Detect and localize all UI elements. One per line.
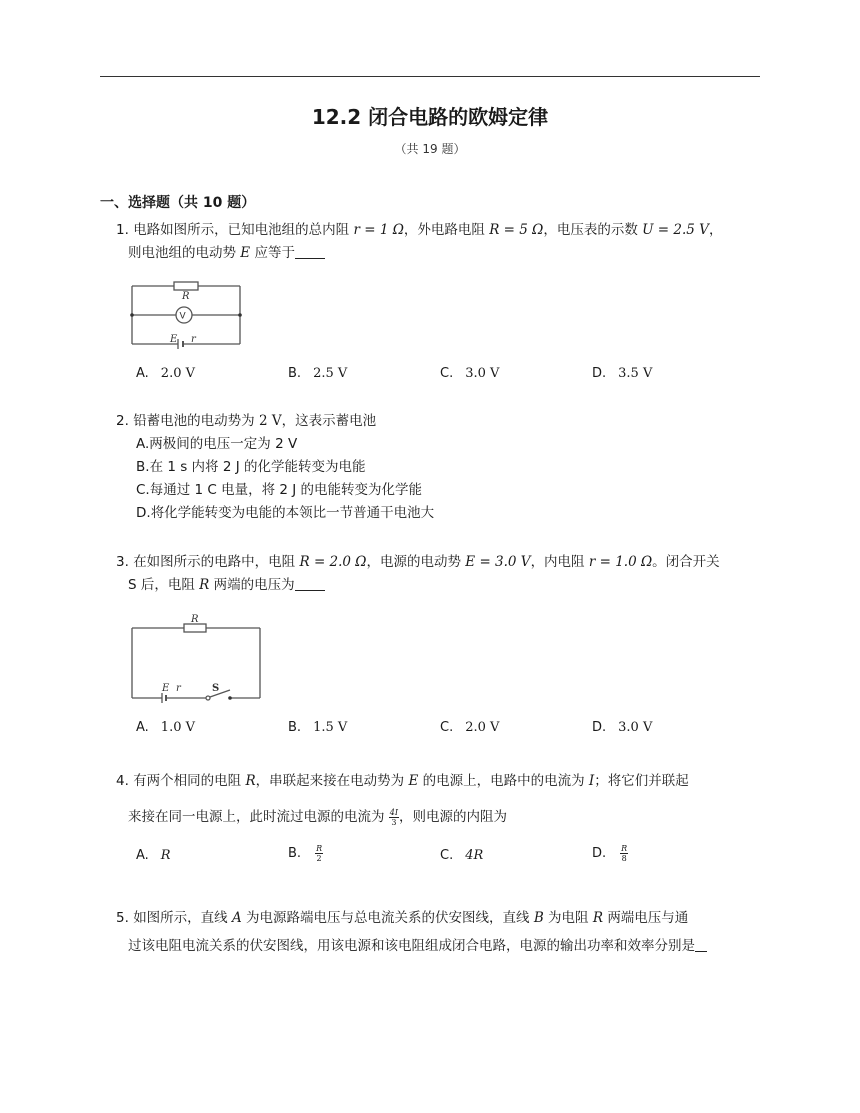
option-label: B. bbox=[288, 720, 302, 735]
text: 。闭合开关 bbox=[652, 554, 720, 570]
option-a[interactable] bbox=[136, 433, 434, 456]
option-label: B. bbox=[136, 459, 150, 475]
option-value: 2.5 V bbox=[313, 366, 348, 381]
math: r = 1.0 Ω bbox=[588, 554, 653, 570]
option-text: 每通过 1 C 电量，将 2 J 的电能转变为化学能 bbox=[149, 482, 423, 498]
option-value: 3.0 V bbox=[618, 720, 653, 735]
option-text: 在 1 s 内将 2 J 的化学能转变为电能 bbox=[149, 459, 366, 475]
question-number: 3. bbox=[116, 554, 129, 570]
option-label: A. bbox=[136, 720, 149, 735]
fraction-numerator: 4I bbox=[389, 807, 399, 817]
math: A bbox=[231, 910, 242, 926]
option-label: D. bbox=[592, 720, 607, 735]
label-S: S bbox=[212, 683, 220, 694]
option-label: C. bbox=[440, 366, 454, 381]
option-value: 2.0 V bbox=[160, 366, 195, 381]
option-a[interactable] bbox=[136, 720, 195, 735]
section-heading: 一、选择题（共 10 题） bbox=[100, 195, 256, 211]
question-number: 5. bbox=[116, 910, 129, 926]
text: 应等于 bbox=[254, 245, 295, 261]
text: ，串联起来接在电动势为 bbox=[255, 773, 405, 789]
label-r: r bbox=[176, 683, 181, 694]
math: 2 V bbox=[258, 413, 282, 429]
option-d[interactable] bbox=[592, 720, 652, 735]
option-label: A. bbox=[136, 366, 149, 381]
option-b[interactable] bbox=[288, 720, 347, 735]
text: 铅蓄电池的电动势为 bbox=[133, 413, 255, 429]
label-R: R bbox=[182, 291, 190, 302]
option-c[interactable] bbox=[440, 366, 499, 381]
option-label: D. bbox=[136, 505, 151, 521]
text: ，电压表的示数 bbox=[543, 222, 638, 238]
option-value: 3.5 V bbox=[618, 366, 653, 381]
page-title: 12.2 闭合电路的欧姆定律 bbox=[311, 105, 549, 129]
text: ，外电路电阻 bbox=[403, 222, 485, 238]
text: ；将它们并联起 bbox=[594, 773, 689, 789]
fraction-denominator: 2 bbox=[316, 854, 322, 863]
circuit-diagram-3 bbox=[126, 612, 266, 704]
text: 则电池组的电动势 bbox=[128, 245, 236, 261]
text: ， bbox=[708, 222, 723, 238]
options-q2 bbox=[136, 433, 434, 525]
text: ，则电源的内阻为 bbox=[399, 809, 508, 825]
option-a[interactable] bbox=[136, 848, 171, 863]
answer-blank bbox=[295, 576, 325, 591]
option-a[interactable] bbox=[136, 366, 195, 381]
option-label: C. bbox=[440, 848, 454, 863]
option-label: C. bbox=[136, 482, 150, 498]
question-number: 2. bbox=[116, 413, 129, 429]
option-d[interactable] bbox=[592, 844, 628, 863]
options-q3 bbox=[136, 720, 756, 740]
text: 后，电阻 bbox=[140, 577, 195, 593]
fraction-numerator: R bbox=[621, 844, 628, 853]
text: ，电源的电动势 bbox=[366, 554, 461, 570]
math: R bbox=[245, 773, 256, 789]
label-E: E bbox=[162, 683, 170, 694]
text: 为电阻 bbox=[548, 910, 589, 926]
circuit-diagram-1 bbox=[126, 280, 246, 350]
text: 电路如图所示，已知电池组的总内阻 bbox=[133, 222, 350, 238]
option-value: 2.0 V bbox=[465, 720, 500, 735]
option-value: 3.0 V bbox=[465, 366, 500, 381]
question-2 bbox=[116, 410, 764, 433]
fraction-denominator: 3 bbox=[391, 817, 397, 827]
option-text: 两极间的电压一定为 2 V bbox=[149, 436, 298, 452]
math: r = 1 Ω bbox=[353, 222, 404, 238]
option-text: 将化学能转变为电能的本领比一节普通干电池大 bbox=[150, 505, 435, 521]
option-value: R bbox=[160, 848, 171, 863]
question-number: 1. bbox=[116, 222, 129, 238]
text: 过该电阻电流关系的伏安图线，用该电源和该电阻组成闭合电路，电源的输出功率和效率分别是 bbox=[128, 938, 695, 954]
option-d[interactable] bbox=[592, 366, 652, 381]
option-value: 1.0 V bbox=[160, 720, 195, 735]
answer-blank bbox=[695, 937, 707, 952]
option-value: 4R bbox=[465, 848, 484, 863]
math: R = 5 Ω bbox=[489, 222, 544, 238]
option-d[interactable] bbox=[136, 502, 434, 525]
option-fraction bbox=[315, 844, 323, 863]
question-3 bbox=[116, 551, 764, 597]
text: 来接在同一电源上，此时流过电源的电流为 bbox=[128, 809, 385, 825]
text: 为电源路端电压与总电流关系的伏安图线，直线 bbox=[246, 910, 530, 926]
option-b[interactable] bbox=[288, 366, 347, 381]
math: U = 2.5 V bbox=[642, 222, 709, 238]
fraction-4I-over-3 bbox=[389, 808, 399, 827]
math: E bbox=[408, 773, 419, 789]
option-value: 1.5 V bbox=[313, 720, 348, 735]
option-label: B. bbox=[288, 366, 302, 381]
option-c[interactable] bbox=[136, 479, 434, 502]
text: 有两个相同的电阻 bbox=[133, 773, 242, 789]
option-label: D. bbox=[592, 366, 607, 381]
text: 如图所示，直线 bbox=[133, 910, 228, 926]
options-q1 bbox=[136, 366, 756, 386]
option-label: C. bbox=[440, 720, 454, 735]
question-1 bbox=[116, 219, 764, 265]
math: R = 2.0 Ω bbox=[299, 554, 367, 570]
option-c[interactable] bbox=[440, 720, 499, 735]
question-4 bbox=[116, 763, 764, 835]
math: R bbox=[199, 577, 210, 593]
option-label: A. bbox=[136, 848, 149, 863]
math: I bbox=[588, 773, 595, 789]
text: 的电源上，电路中的电流为 bbox=[422, 773, 585, 789]
label-E: E bbox=[170, 334, 178, 345]
math: E = 3.0 V bbox=[465, 554, 531, 570]
answer-blank bbox=[295, 244, 325, 259]
question-number: 4. bbox=[116, 773, 129, 789]
fraction-denominator: 8 bbox=[621, 854, 627, 863]
question-count: （共 19 题） bbox=[394, 142, 466, 156]
text: 两端的电压为 bbox=[213, 577, 295, 593]
text: 在如图所示的电路中，电阻 bbox=[133, 554, 296, 570]
option-label: B. bbox=[288, 846, 302, 861]
math: R bbox=[592, 910, 604, 926]
option-fraction bbox=[620, 844, 628, 863]
option-label: A. bbox=[136, 436, 150, 452]
option-label: D. bbox=[592, 846, 607, 861]
math: B bbox=[533, 910, 544, 926]
text: ，内电阻 bbox=[530, 554, 585, 570]
math: S bbox=[128, 577, 137, 593]
question-5 bbox=[116, 904, 764, 960]
text: ，这表示蓄电池 bbox=[281, 413, 377, 429]
fraction-numerator: R bbox=[316, 844, 323, 853]
math: E bbox=[240, 245, 251, 261]
option-b[interactable] bbox=[288, 844, 323, 863]
label-R: R bbox=[191, 614, 199, 625]
option-b[interactable] bbox=[136, 456, 434, 479]
top-rule bbox=[100, 76, 760, 77]
text: 两端电压与通 bbox=[607, 910, 689, 926]
label-r: r bbox=[191, 334, 196, 345]
options-q4 bbox=[136, 844, 756, 868]
option-c[interactable] bbox=[440, 848, 483, 863]
label-V: V bbox=[179, 311, 186, 322]
